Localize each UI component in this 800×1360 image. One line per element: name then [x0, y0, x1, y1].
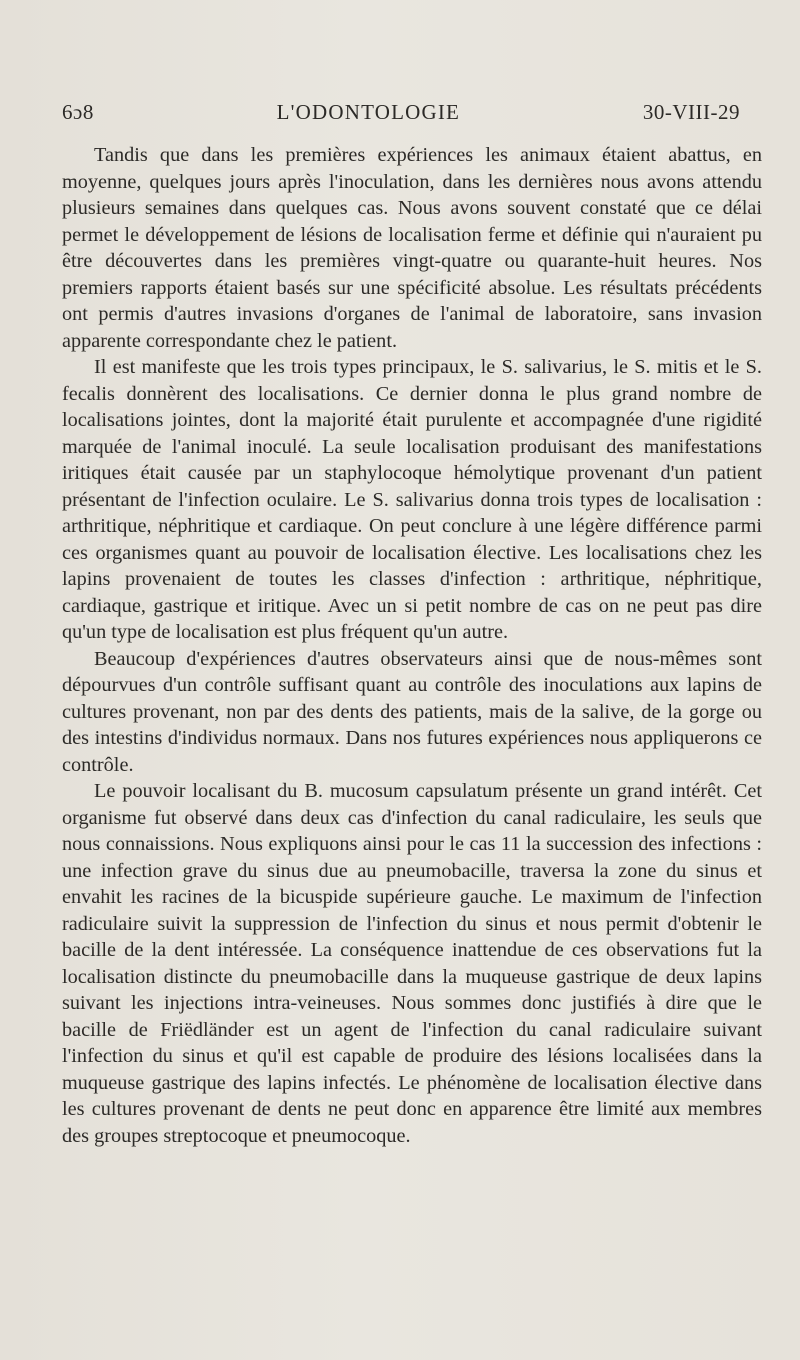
paragraph-1: Tandis que dans les premières expériences les animaux étaient abattus, en moyenne, quelques jours après l'inoculation, dans les dernières nous avons attendu plusieurs semaines dans quelques cas. Nous avons souvent constaté que ce délai permet le développement de lésions de localisation ferme et définie qui n'auraient pu être découvertes dans les premières vingt-quatre ou quarante-huit heures. Nos premiers rapports étaient basés sur une spécificité absolue. Les résultats précédents ont permis d'autres invasions d'organes de l'animal de laboratoire, sans invasion apparente correspondante chez le patient. [62, 144, 762, 352]
paragraph-2: Il est manifeste que les trois types principaux, le S. salivarius, le S. mitis et le S. fecalis donnèrent des localisations. Ce dernier donna le plus grand nombre de localisations jointes, dont la majorité était purulente et accompagnée d'une rigidité marquée de l'animal inoculé. La seule localisation produisant des manifestations iritiques était causée par un staphylocoque hémolytique provenant d'un patient présentant de l'infection oculaire. Le S. salivarius donna trois types de localisation : arthritique, néphritique et cardiaque. On peut conclure à une légère différence parmi ces organismes quant au pouvoir de localisation élective. Les localisations chez les lapins provenaient de toutes les classes d'infection : arthritique, néphritique, cardiaque, gastrique et iritique. Avec un si petit nombre de cas on ne peut pas dire qu'un type de localisation est plus fréquent qu'un autre. [62, 356, 762, 643]
article-body [62, 142, 762, 1149]
page-number: 6ɔ8 [62, 100, 94, 124]
issue-date: 30-VIII-29 [642, 100, 740, 124]
running-header [62, 100, 740, 125]
paragraph-4: Le pouvoir localisant du B. mucosum capsulatum présente un grand intérêt. Cet organisme fut observé dans deux cas d'infection du canal radiculaire, les seuls que nous connaissions. Nous expliquons ainsi pour le cas 11 la succession des infections : une infection grave du sinus due au pneumobacille, traversa la zone du sinus et envahit les racines de la bicuspide supérieure gauche. Le maximum de l'infection radiculaire suivit la suppression de l'infection du sinus et nous permit d'obtenir le bacille de la dent intéressée. La conséquence inattendue de ces observations fut la localisation distincte du pneumobacille dans la muqueuse gastrique de deux lapins suivant les injections intra-veineuses. Nous sommes donc justifiés à dire que le bacille de Friëdländer est un agent de l'infection du canal radiculaire suivant l'infection du sinus et qu'il est capable de produire des lésions localisées dans la muqueuse gastrique des lapins infectés. Le phénomène de localisation élective dans les cultures provenant de dents ne peut donc en apparence être limité aux membres des groupes streptocoque et pneumocoque. [62, 780, 762, 1147]
journal-title: L'ODONTOLOGIE [276, 100, 461, 124]
paragraph-3: Beaucoup d'expériences d'autres observateurs ainsi que de nous-mêmes sont dépourvues d'un contrôle suffisant quant au contrôle des inoculations aux lapins de cultures provenant, non par des dents des patients, mais de la salive, de la gorge ou des intestins d'individus normaux. Dans nos futures expériences nous appliquerons ce contrôle. [62, 647, 762, 776]
